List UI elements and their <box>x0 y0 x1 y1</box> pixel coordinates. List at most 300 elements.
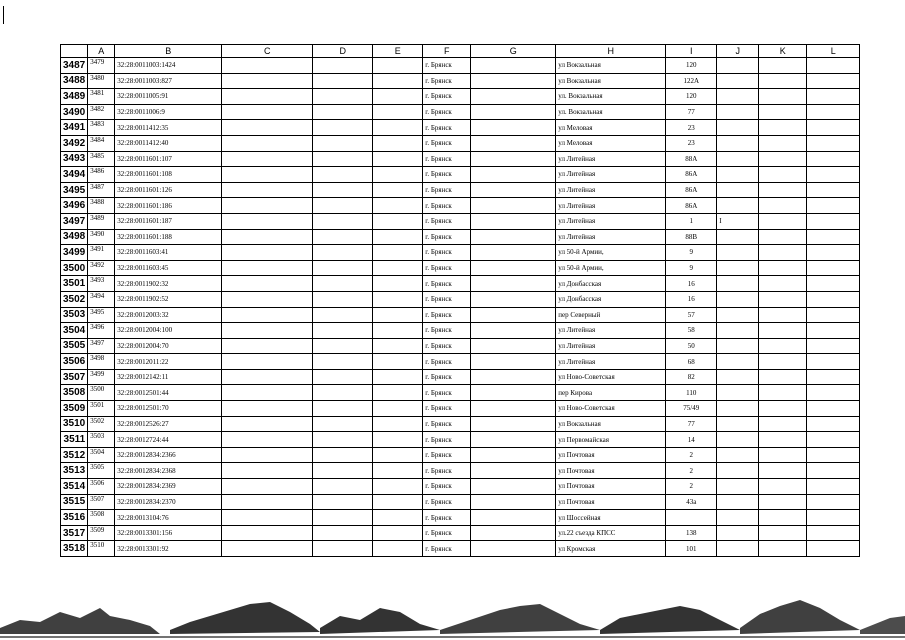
cell-d[interactable] <box>313 354 373 370</box>
cell-c[interactable] <box>222 120 313 136</box>
cell-j[interactable] <box>717 494 759 510</box>
cell-i[interactable]: 1 <box>666 213 717 229</box>
cell-b[interactable]: 32:28:0012004:70 <box>115 338 222 354</box>
cell-e[interactable] <box>373 463 423 479</box>
cell-b[interactable]: 32:28:0011902:32 <box>115 276 222 292</box>
cell-d[interactable] <box>313 291 373 307</box>
cell-i[interactable]: 50 <box>666 338 717 354</box>
cell-a[interactable]: 3505 <box>88 463 115 479</box>
cell-a[interactable]: 3508 <box>88 510 115 526</box>
cell-j[interactable] <box>717 354 759 370</box>
cell-l[interactable] <box>807 463 860 479</box>
cell-b[interactable]: 32:28:0012501:70 <box>115 401 222 417</box>
cell-b[interactable]: 32:28:0011601:188 <box>115 229 222 245</box>
cell-b[interactable]: 32:28:0013301:92 <box>115 541 222 557</box>
cell-c[interactable] <box>222 338 313 354</box>
cell-c[interactable] <box>222 463 313 479</box>
cell-j[interactable] <box>717 463 759 479</box>
cell-b[interactable]: 32:28:0011601:186 <box>115 198 222 214</box>
cell-l[interactable] <box>807 338 860 354</box>
cell-b[interactable]: 32:28:0011003:1424 <box>115 58 222 74</box>
cell-h[interactable]: ул. Вокзальная <box>556 89 666 105</box>
cell-j[interactable] <box>717 89 759 105</box>
cell-f[interactable]: г. Брянск <box>423 135 471 151</box>
cell-b[interactable]: 32:28:0012501:44 <box>115 385 222 401</box>
cell-i[interactable]: 14 <box>666 432 717 448</box>
cell-d[interactable] <box>313 245 373 261</box>
cell-d[interactable] <box>313 323 373 339</box>
cell-d[interactable] <box>313 89 373 105</box>
cell-g[interactable] <box>471 354 556 370</box>
cell-c[interactable] <box>222 229 313 245</box>
cell-e[interactable] <box>373 354 423 370</box>
cell-d[interactable] <box>313 541 373 557</box>
cell-j[interactable] <box>717 291 759 307</box>
cell-g[interactable] <box>471 89 556 105</box>
cell-g[interactable] <box>471 479 556 495</box>
cell-h[interactable]: ул Литейная <box>556 198 666 214</box>
cell-c[interactable] <box>222 447 313 463</box>
cell-j[interactable] <box>717 510 759 526</box>
cell-b[interactable]: 32:28:0012834:2366 <box>115 447 222 463</box>
row-number-cell[interactable]: 3498 <box>61 229 88 245</box>
cell-i[interactable]: 9 <box>666 260 717 276</box>
cell-i[interactable] <box>666 510 717 526</box>
cell-d[interactable] <box>313 104 373 120</box>
cell-k[interactable] <box>759 369 807 385</box>
cell-a[interactable]: 3492 <box>88 260 115 276</box>
cell-f[interactable]: г. Брянск <box>423 338 471 354</box>
cell-b[interactable]: 32:28:0012834:2370 <box>115 494 222 510</box>
cell-h[interactable]: ул Кромская <box>556 541 666 557</box>
cell-g[interactable] <box>471 385 556 401</box>
cell-a[interactable]: 3503 <box>88 432 115 448</box>
cell-f[interactable]: г. Брянск <box>423 182 471 198</box>
cell-d[interactable] <box>313 73 373 89</box>
cell-e[interactable] <box>373 323 423 339</box>
cell-d[interactable] <box>313 510 373 526</box>
cell-g[interactable] <box>471 245 556 261</box>
cell-l[interactable] <box>807 182 860 198</box>
cell-h[interactable]: ул Вокзальная <box>556 416 666 432</box>
cell-h[interactable]: ул Литейная <box>556 338 666 354</box>
cell-k[interactable] <box>759 401 807 417</box>
cell-j[interactable] <box>717 525 759 541</box>
cell-f[interactable]: г. Брянск <box>423 494 471 510</box>
cell-g[interactable] <box>471 463 556 479</box>
cell-c[interactable] <box>222 369 313 385</box>
cell-e[interactable] <box>373 151 423 167</box>
row-number-cell[interactable]: 3499 <box>61 245 88 261</box>
cell-l[interactable] <box>807 198 860 214</box>
cell-a[interactable]: 3482 <box>88 104 115 120</box>
cell-a[interactable]: 3485 <box>88 151 115 167</box>
cell-d[interactable] <box>313 58 373 74</box>
cell-i[interactable]: 57 <box>666 307 717 323</box>
cell-a[interactable]: 3490 <box>88 229 115 245</box>
cell-j[interactable] <box>717 385 759 401</box>
cell-l[interactable] <box>807 73 860 89</box>
corner-header[interactable] <box>61 45 88 58</box>
cell-i[interactable]: 101 <box>666 541 717 557</box>
cell-d[interactable] <box>313 385 373 401</box>
cell-l[interactable] <box>807 416 860 432</box>
cell-a[interactable]: 3507 <box>88 494 115 510</box>
cell-l[interactable] <box>807 385 860 401</box>
column-header-a[interactable]: A <box>88 45 115 58</box>
cell-d[interactable] <box>313 369 373 385</box>
cell-j[interactable] <box>717 369 759 385</box>
cell-l[interactable] <box>807 401 860 417</box>
cell-h[interactable]: ул Литейная <box>556 213 666 229</box>
cell-c[interactable] <box>222 167 313 183</box>
row-number-cell[interactable]: 3501 <box>61 276 88 292</box>
cell-j[interactable] <box>717 151 759 167</box>
cell-l[interactable] <box>807 541 860 557</box>
row-number-cell[interactable]: 3509 <box>61 401 88 417</box>
cell-a[interactable]: 3504 <box>88 447 115 463</box>
cell-k[interactable] <box>759 525 807 541</box>
cell-i[interactable]: 77 <box>666 416 717 432</box>
cell-a[interactable]: 3493 <box>88 276 115 292</box>
cell-c[interactable] <box>222 151 313 167</box>
cell-b[interactable]: 32:28:0013301:156 <box>115 525 222 541</box>
row-number-cell[interactable]: 3511 <box>61 432 88 448</box>
cell-h[interactable]: ул Ново-Советская <box>556 369 666 385</box>
cell-i[interactable]: 82 <box>666 369 717 385</box>
cell-l[interactable] <box>807 135 860 151</box>
cell-g[interactable] <box>471 182 556 198</box>
cell-l[interactable] <box>807 354 860 370</box>
cell-g[interactable] <box>471 104 556 120</box>
cell-a[interactable]: 3497 <box>88 338 115 354</box>
cell-g[interactable] <box>471 167 556 183</box>
cell-j[interactable] <box>717 73 759 89</box>
cell-e[interactable] <box>373 416 423 432</box>
cell-d[interactable] <box>313 338 373 354</box>
cell-b[interactable]: 32:28:0011603:41 <box>115 245 222 261</box>
cell-d[interactable] <box>313 479 373 495</box>
cell-i[interactable]: 120 <box>666 58 717 74</box>
cell-a[interactable]: 3484 <box>88 135 115 151</box>
cell-d[interactable] <box>313 463 373 479</box>
cell-l[interactable] <box>807 167 860 183</box>
cell-e[interactable] <box>373 120 423 136</box>
cell-i[interactable]: 23 <box>666 135 717 151</box>
row-number-cell[interactable]: 3487 <box>61 58 88 74</box>
cell-e[interactable] <box>373 89 423 105</box>
cell-b[interactable]: 32:28:0013104:76 <box>115 510 222 526</box>
cell-k[interactable] <box>759 494 807 510</box>
cell-i[interactable]: 43а <box>666 494 717 510</box>
cell-k[interactable] <box>759 213 807 229</box>
cell-j[interactable] <box>717 58 759 74</box>
cell-c[interactable] <box>222 198 313 214</box>
cell-c[interactable] <box>222 276 313 292</box>
cell-a[interactable]: 3502 <box>88 416 115 432</box>
cell-d[interactable] <box>313 167 373 183</box>
cell-e[interactable] <box>373 510 423 526</box>
cell-b[interactable]: 32:28:0011601:187 <box>115 213 222 229</box>
column-header-i[interactable]: I <box>666 45 717 58</box>
cell-f[interactable]: г. Брянск <box>423 447 471 463</box>
cell-k[interactable] <box>759 73 807 89</box>
cell-l[interactable] <box>807 479 860 495</box>
cell-f[interactable]: г. Брянск <box>423 510 471 526</box>
cell-a[interactable]: 3510 <box>88 541 115 557</box>
cell-k[interactable] <box>759 167 807 183</box>
cell-k[interactable] <box>759 541 807 557</box>
cell-e[interactable] <box>373 479 423 495</box>
cell-k[interactable] <box>759 276 807 292</box>
cell-f[interactable]: г. Брянск <box>423 89 471 105</box>
cell-k[interactable] <box>759 385 807 401</box>
cell-h[interactable]: ул Литейная <box>556 354 666 370</box>
cell-e[interactable] <box>373 276 423 292</box>
cell-k[interactable] <box>759 338 807 354</box>
cell-l[interactable] <box>807 245 860 261</box>
cell-f[interactable]: г. Брянск <box>423 463 471 479</box>
cell-h[interactable]: ул Донбасская <box>556 291 666 307</box>
row-number-cell[interactable]: 3515 <box>61 494 88 510</box>
cell-h[interactable]: ул Вокзальная <box>556 58 666 74</box>
cell-b[interactable]: 32:28:0011601:108 <box>115 167 222 183</box>
cell-h[interactable]: пер Кирова <box>556 385 666 401</box>
cell-f[interactable]: г. Брянск <box>423 307 471 323</box>
cell-d[interactable] <box>313 276 373 292</box>
row-number-cell[interactable]: 3506 <box>61 354 88 370</box>
cell-k[interactable] <box>759 323 807 339</box>
cell-i[interactable]: 110 <box>666 385 717 401</box>
column-header-j[interactable]: J <box>717 45 759 58</box>
cell-j[interactable] <box>717 447 759 463</box>
cell-a[interactable]: 3486 <box>88 167 115 183</box>
cell-d[interactable] <box>313 213 373 229</box>
row-number-cell[interactable]: 3517 <box>61 525 88 541</box>
cell-j[interactable] <box>717 120 759 136</box>
cell-i[interactable]: 88В <box>666 229 717 245</box>
cell-a[interactable]: 3487 <box>88 182 115 198</box>
cell-b[interactable]: 32:28:0012004:100 <box>115 323 222 339</box>
cell-d[interactable] <box>313 229 373 245</box>
cell-f[interactable]: г. Брянск <box>423 104 471 120</box>
cell-i[interactable]: 9 <box>666 245 717 261</box>
cell-f[interactable]: г. Брянск <box>423 198 471 214</box>
cell-f[interactable]: г. Брянск <box>423 323 471 339</box>
cell-c[interactable] <box>222 58 313 74</box>
cell-j[interactable] <box>717 167 759 183</box>
cell-g[interactable] <box>471 151 556 167</box>
cell-b[interactable]: 32:28:0011412:35 <box>115 120 222 136</box>
cell-i[interactable]: 2 <box>666 463 717 479</box>
cell-h[interactable]: ул Литейная <box>556 229 666 245</box>
column-header-b[interactable]: B <box>115 45 222 58</box>
cell-l[interactable] <box>807 432 860 448</box>
cell-h[interactable]: ул Литейная <box>556 323 666 339</box>
cell-e[interactable] <box>373 198 423 214</box>
row-number-cell[interactable]: 3516 <box>61 510 88 526</box>
cell-a[interactable]: 3483 <box>88 120 115 136</box>
row-number-cell[interactable]: 3488 <box>61 73 88 89</box>
cell-c[interactable] <box>222 432 313 448</box>
cell-i[interactable]: 86А <box>666 182 717 198</box>
column-header-g[interactable]: G <box>471 45 556 58</box>
cell-g[interactable] <box>471 307 556 323</box>
column-header-c[interactable]: C <box>222 45 313 58</box>
column-header-h[interactable]: H <box>556 45 666 58</box>
cell-k[interactable] <box>759 447 807 463</box>
cell-k[interactable] <box>759 58 807 74</box>
cell-b[interactable]: 32:28:0011601:107 <box>115 151 222 167</box>
cell-k[interactable] <box>759 245 807 261</box>
cell-e[interactable] <box>373 213 423 229</box>
cell-g[interactable] <box>471 401 556 417</box>
cell-f[interactable]: г. Брянск <box>423 385 471 401</box>
cell-b[interactable]: 32:28:0012011:22 <box>115 354 222 370</box>
row-number-cell[interactable]: 3494 <box>61 167 88 183</box>
cell-g[interactable] <box>471 229 556 245</box>
column-header-e[interactable]: E <box>373 45 423 58</box>
cell-b[interactable]: 32:28:0011003:827 <box>115 73 222 89</box>
cell-b[interactable]: 32:28:0012142:11 <box>115 369 222 385</box>
cell-d[interactable] <box>313 447 373 463</box>
cell-g[interactable] <box>471 494 556 510</box>
cell-j[interactable] <box>717 401 759 417</box>
cell-c[interactable] <box>222 182 313 198</box>
cell-e[interactable] <box>373 245 423 261</box>
cell-a[interactable]: 3488 <box>88 198 115 214</box>
cell-f[interactable]: г. Брянск <box>423 245 471 261</box>
cell-l[interactable] <box>807 104 860 120</box>
cell-k[interactable] <box>759 104 807 120</box>
cell-i[interactable]: 86А <box>666 167 717 183</box>
cell-k[interactable] <box>759 307 807 323</box>
cell-l[interactable] <box>807 307 860 323</box>
cell-d[interactable] <box>313 182 373 198</box>
cell-d[interactable] <box>313 494 373 510</box>
cell-e[interactable] <box>373 73 423 89</box>
cell-l[interactable] <box>807 151 860 167</box>
row-number-cell[interactable]: 3510 <box>61 416 88 432</box>
cell-f[interactable]: г. Брянск <box>423 260 471 276</box>
cell-b[interactable]: 32:28:0012526:27 <box>115 416 222 432</box>
cell-j[interactable]: I <box>717 213 759 229</box>
cell-h[interactable]: ул 50-й Армии, <box>556 260 666 276</box>
cell-h[interactable]: ул. Вокзальная <box>556 104 666 120</box>
row-number-cell[interactable]: 3502 <box>61 291 88 307</box>
cell-h[interactable]: ул Первомайская <box>556 432 666 448</box>
cell-e[interactable] <box>373 229 423 245</box>
cell-g[interactable] <box>471 260 556 276</box>
cell-i[interactable]: 75/49 <box>666 401 717 417</box>
cell-f[interactable]: г. Брянск <box>423 369 471 385</box>
cell-c[interactable] <box>222 307 313 323</box>
cell-i[interactable]: 16 <box>666 291 717 307</box>
cell-j[interactable] <box>717 323 759 339</box>
cell-a[interactable]: 3509 <box>88 525 115 541</box>
row-number-cell[interactable]: 3518 <box>61 541 88 557</box>
cell-d[interactable] <box>313 432 373 448</box>
cell-a[interactable]: 3498 <box>88 354 115 370</box>
cell-k[interactable] <box>759 182 807 198</box>
cell-b[interactable]: 32:28:0012834:2369 <box>115 479 222 495</box>
cell-a[interactable]: 3506 <box>88 479 115 495</box>
cell-i[interactable]: 23 <box>666 120 717 136</box>
cell-j[interactable] <box>717 198 759 214</box>
cell-g[interactable] <box>471 525 556 541</box>
cell-h[interactable]: ул Почтовая <box>556 479 666 495</box>
cell-h[interactable]: пер Северный <box>556 307 666 323</box>
cell-h[interactable]: ул Вокзальная <box>556 73 666 89</box>
cell-g[interactable] <box>471 338 556 354</box>
cell-c[interactable] <box>222 385 313 401</box>
row-number-cell[interactable]: 3513 <box>61 463 88 479</box>
row-number-cell[interactable]: 3505 <box>61 338 88 354</box>
cell-g[interactable] <box>471 135 556 151</box>
cell-k[interactable] <box>759 510 807 526</box>
cell-f[interactable]: г. Брянск <box>423 151 471 167</box>
cell-f[interactable]: г. Брянск <box>423 120 471 136</box>
cell-d[interactable] <box>313 260 373 276</box>
cell-b[interactable]: 32:28:0012724:44 <box>115 432 222 448</box>
cell-k[interactable] <box>759 416 807 432</box>
cell-i[interactable]: 122А <box>666 73 717 89</box>
column-header-d[interactable]: D <box>313 45 373 58</box>
cell-i[interactable]: 68 <box>666 354 717 370</box>
cell-e[interactable] <box>373 385 423 401</box>
cell-e[interactable] <box>373 369 423 385</box>
cell-e[interactable] <box>373 401 423 417</box>
cell-g[interactable] <box>471 58 556 74</box>
cell-e[interactable] <box>373 167 423 183</box>
cell-l[interactable] <box>807 276 860 292</box>
cell-l[interactable] <box>807 323 860 339</box>
column-header-f[interactable]: F <box>423 45 471 58</box>
cell-g[interactable] <box>471 323 556 339</box>
cell-a[interactable]: 3496 <box>88 323 115 339</box>
cell-e[interactable] <box>373 182 423 198</box>
row-number-cell[interactable]: 3496 <box>61 198 88 214</box>
cell-e[interactable] <box>373 541 423 557</box>
cell-b[interactable]: 32:28:0011902:52 <box>115 291 222 307</box>
cell-h[interactable]: ул Литейная <box>556 167 666 183</box>
cell-j[interactable] <box>717 307 759 323</box>
cell-c[interactable] <box>222 104 313 120</box>
cell-f[interactable]: г. Брянск <box>423 73 471 89</box>
row-number-cell[interactable]: 3492 <box>61 135 88 151</box>
cell-d[interactable] <box>313 198 373 214</box>
cell-l[interactable] <box>807 213 860 229</box>
cell-j[interactable] <box>717 245 759 261</box>
row-number-cell[interactable]: 3514 <box>61 479 88 495</box>
cell-c[interactable] <box>222 135 313 151</box>
cell-b[interactable]: 32:28:0012003:32 <box>115 307 222 323</box>
cell-c[interactable] <box>222 525 313 541</box>
cell-h[interactable]: ул Донбасская <box>556 276 666 292</box>
cell-c[interactable] <box>222 401 313 417</box>
cell-g[interactable] <box>471 291 556 307</box>
cell-b[interactable]: 32:28:0011601:126 <box>115 182 222 198</box>
cell-d[interactable] <box>313 151 373 167</box>
cell-i[interactable]: 88А <box>666 151 717 167</box>
cell-h[interactable]: ул Почтовая <box>556 494 666 510</box>
cell-f[interactable]: г. Брянск <box>423 479 471 495</box>
cell-f[interactable]: г. Брянск <box>423 58 471 74</box>
row-number-cell[interactable]: 3500 <box>61 260 88 276</box>
cell-f[interactable]: г. Брянск <box>423 229 471 245</box>
cell-c[interactable] <box>222 416 313 432</box>
cell-k[interactable] <box>759 229 807 245</box>
